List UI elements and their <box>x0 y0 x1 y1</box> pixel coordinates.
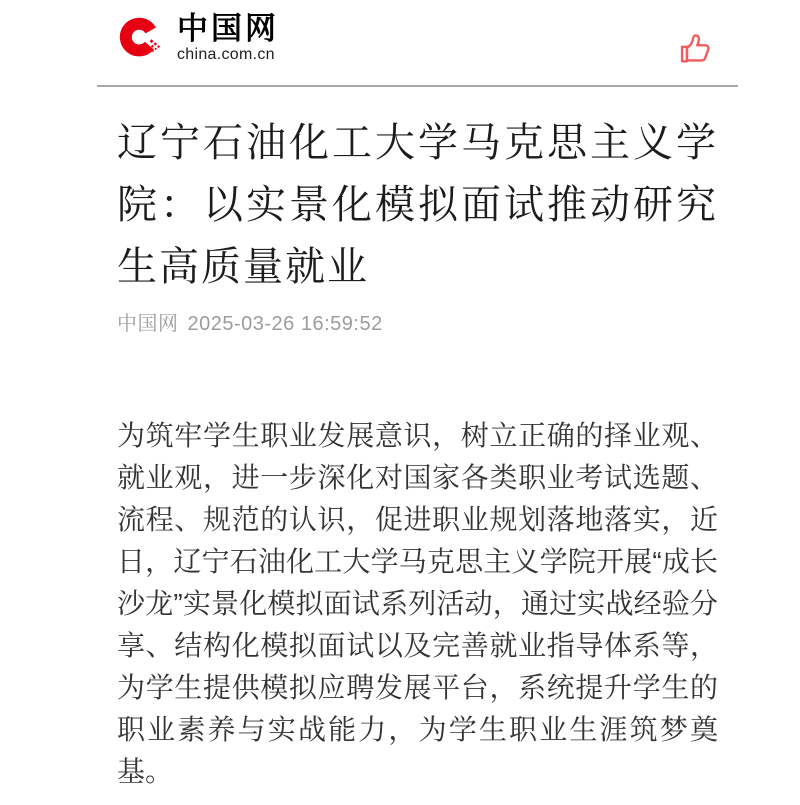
article-title: 辽宁石油化工大学马克思主义学院：以实景化模拟面试推动研究生高质量就业 <box>117 121 718 289</box>
article-meta <box>117 310 718 338</box>
logo-text <box>177 10 279 64</box>
article-source: 中国网 <box>117 313 179 335</box>
china-net-c-icon <box>118 12 164 64</box>
article-body: 为筑牢学生职业发展意识，树立正确的择业观、就业观，进一步深化对国家各类职业考试选题、流程、规范的认识，促进职业规划落地落实，近日，辽宁石油化工大学马克思主义学院开展“成长沙龙”实景化模拟面试系列活动，通过实战经验分享、结构化模拟面试以及完善就业指导体系等，为学生提供模拟应聘发展平台，系统提升学生的职业素养与实战能力，为学生职业生涯筑梦奠基。 <box>117 420 718 787</box>
site-logo[interactable] <box>118 12 279 64</box>
logo-name-cn: 中国网 <box>177 10 279 46</box>
like-button[interactable] <box>677 29 715 69</box>
article-content <box>97 86 738 793</box>
site-header <box>97 0 738 85</box>
article-datetime: 2025-03-26 16:59:52 <box>187 313 383 335</box>
logo-domain: china.com.cn <box>177 45 275 63</box>
thumbs-up-icon <box>677 29 715 69</box>
